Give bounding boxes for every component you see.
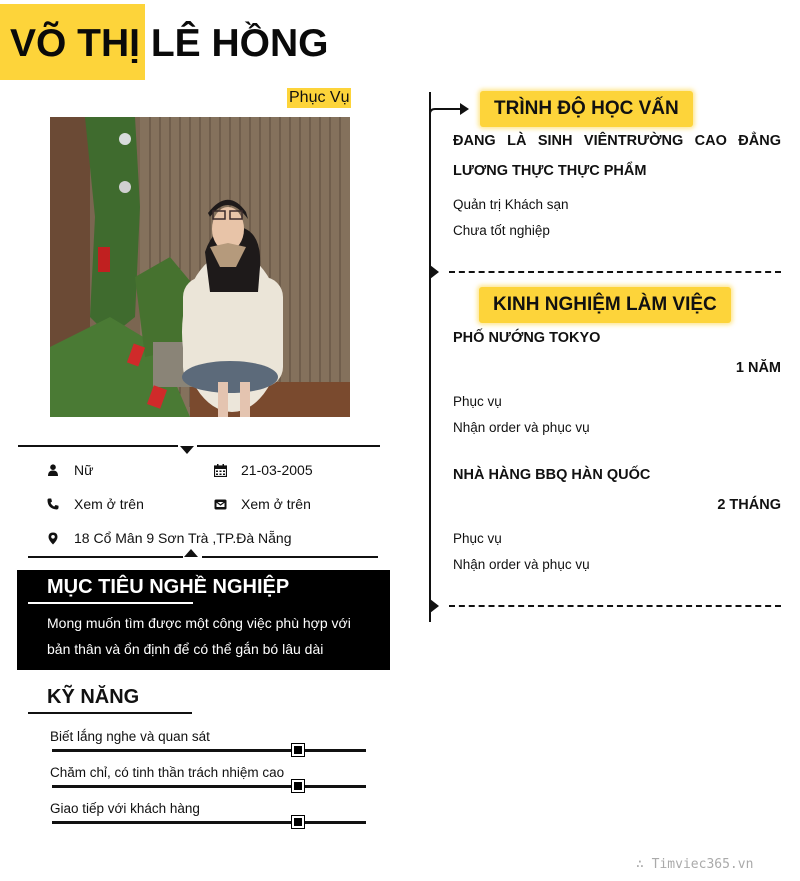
email-item	[213, 496, 311, 512]
contact-divider-bottom-left	[28, 556, 183, 558]
skill-item	[50, 765, 368, 795]
address-item	[46, 530, 291, 546]
skills-title: KỸ NĂNG	[47, 686, 140, 708]
phone-icon	[46, 497, 60, 511]
skill-label: Giao tiếp với khách hàng	[50, 801, 200, 816]
skill-bar	[52, 785, 366, 788]
experience-description: Nhận order và phục vụ	[453, 557, 590, 572]
timeline-line	[429, 92, 431, 622]
address-value: 18 Cổ Mân 9 Sơn Trà ,TP.Đà Nẵng	[74, 530, 292, 546]
user-icon	[46, 463, 60, 477]
education-school-line-1: ĐANG LÀ SINH VIÊNTRƯỜNG CAO ĐẲNG	[453, 133, 781, 149]
profile-photo	[50, 117, 350, 417]
objective-text: Mong muốn tìm được một công việc phù hợp với bản thân và ổn định để có thể gắn bó lâu dài	[47, 615, 351, 657]
section-divider-dashed	[449, 605, 781, 607]
timeline-entry-arrow-icon	[429, 102, 474, 124]
phone-item	[46, 496, 144, 512]
skill-level-knob	[292, 816, 304, 828]
map-marker-icon	[46, 531, 60, 545]
email-value: Xem ở trên	[241, 496, 311, 512]
skill-bar	[52, 749, 366, 752]
experience-role: Phục vụ	[453, 394, 502, 409]
calendar-icon	[213, 463, 227, 477]
education-status: Chưa tốt nghiệp	[453, 223, 550, 238]
skill-item	[50, 801, 368, 831]
experience-title: KINH NGHIỆM LÀM VIỆC	[479, 287, 731, 323]
desired-position: Phục Vụ	[289, 89, 350, 106]
timeline-marker-icon	[430, 599, 439, 613]
skill-bar	[52, 821, 366, 824]
phone-value: Xem ở trên	[74, 496, 144, 512]
skill-label: Biết lắng nghe và quan sát	[50, 729, 210, 744]
candidate-name: VÕ THỊ LÊ HỒNG	[10, 22, 329, 65]
skill-label: Chăm chỉ, có tinh thần trách nhiệm cao	[50, 765, 285, 780]
experience-description: Nhận order và phục vụ	[453, 420, 590, 435]
envelope-icon	[213, 497, 227, 511]
section-divider-dashed	[449, 271, 781, 273]
contact-divider-bottom-right	[202, 556, 378, 558]
contact-divider-top-right	[197, 445, 380, 447]
objective-title: MỤC TIÊU NGHỀ NGHIỆP	[47, 576, 290, 598]
education-school-line-2: LƯƠNG THỰC THỰC PHẨM	[453, 163, 647, 179]
experience-role: Phục vụ	[453, 531, 502, 546]
experience-duration: 1 NĂM	[735, 360, 781, 376]
experience-company: NHÀ HÀNG BBQ HÀN QUỐC	[453, 467, 651, 483]
birthday-item	[213, 462, 313, 478]
skill-level-knob	[292, 744, 304, 756]
education-major: Quản trị Khách sạn	[453, 197, 569, 212]
skill-level-knob	[292, 780, 304, 792]
birthday-value: 21-03-2005	[241, 462, 313, 478]
divider-arrow-up	[184, 549, 198, 557]
experience-duration: 2 THÁNG	[717, 497, 781, 513]
objective-title-underline	[28, 602, 193, 604]
watermark: ∴ Timviec365.vn	[636, 857, 754, 872]
experience-company: PHỐ NƯỚNG TOKYO	[453, 330, 601, 346]
contact-divider-top-left	[18, 445, 178, 447]
skill-item	[50, 729, 368, 759]
skills-title-underline	[28, 712, 192, 714]
timeline-marker-icon	[430, 265, 439, 279]
gender-item	[46, 462, 93, 478]
divider-arrow-down	[180, 446, 194, 454]
education-title: TRÌNH ĐỘ HỌC VẤN	[480, 91, 693, 127]
career-objective-section	[17, 570, 390, 670]
gender-value: Nữ	[74, 462, 94, 478]
